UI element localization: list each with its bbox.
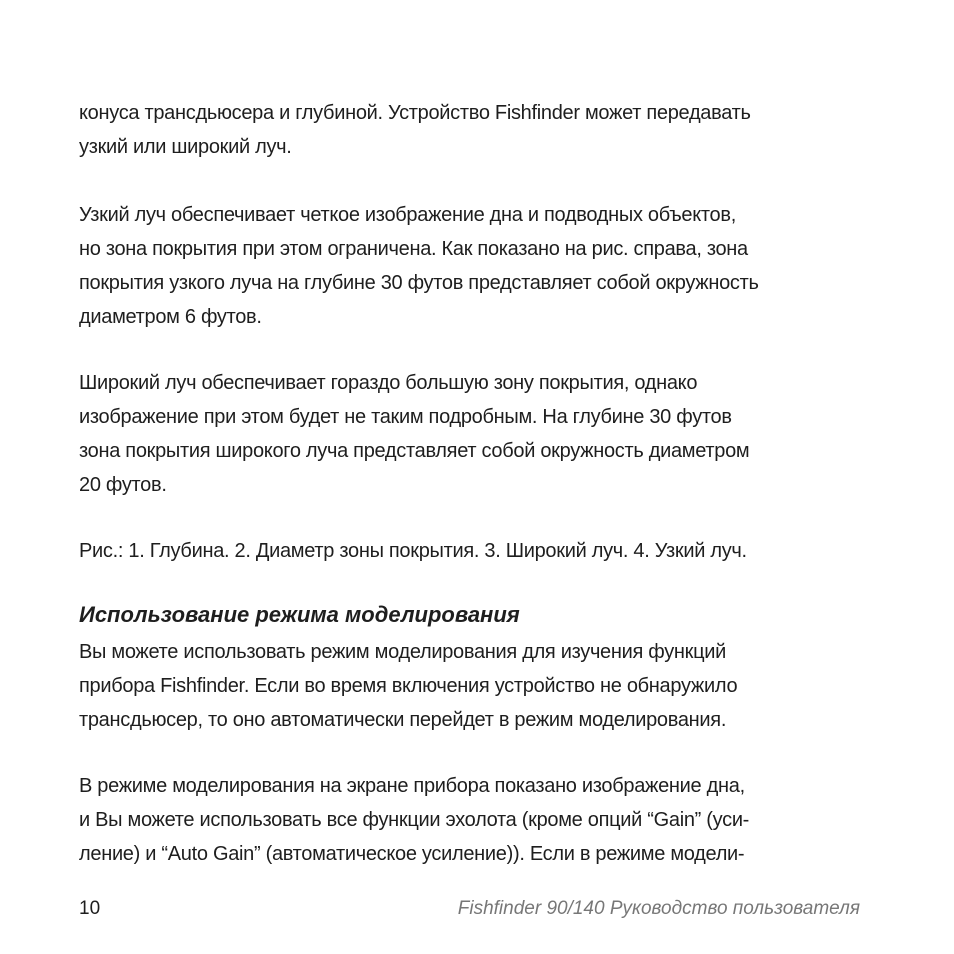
paragraph-3-line-4: 20 футов. [79,474,167,496]
footer-title: Fishfinder 90/140 Руководство пользователя [457,898,860,919]
section-paragraph-1-line-1: Вы можете использовать режим моделирования для изучения функций [79,641,727,663]
paragraph-1-line-1: конуса трансдьюсера и глубиной. Устройство Fishfinder может передавать [79,102,751,124]
section-heading: Использование режима моделирования [79,602,520,627]
section-paragraph-1-line-2: прибора Fishfinder. Если во время включения устройство не обнаружило [79,675,738,697]
page-number: 10 [79,898,101,919]
figure-caption: Рис.: 1. Глубина. 2. Диаметр зоны покрытия. 3. Широкий луч. 4. Узкий луч. [79,540,747,562]
section-paragraph-2-line-1: В режиме моделирования на экране прибора показано изображение дна, [79,775,745,797]
paragraph-2-line-3: покрытия узкого луча на глубине 30 футов представляет собой окружность [79,272,759,294]
section-paragraph-2-line-3: ление) и “Auto Gain” (автоматическое усиление)). Если в режиме модели- [79,843,745,865]
paragraph-3-line-1: Широкий луч обеспечивает гораздо большую зону покрытия, однако [79,372,698,394]
paragraph-3-line-2: изображение при этом будет не таким подробным. На глубине 30 футов [79,406,732,428]
paragraph-2-line-1: Узкий луч обеспечивает четкое изображение дна и подводных объектов, [79,204,736,226]
paragraph-2-line-4: диаметром 6 футов. [79,306,262,328]
paragraph-3-line-3: зона покрытия широкого луча представляет собой окружность диаметром [79,440,750,462]
section-paragraph-2-line-2: и Вы можете использовать все функции эхолота (кроме опций “Gain” (уси- [79,809,750,831]
paragraph-2-line-2: но зона покрытия при этом ограничена. Как показано на рис. справа, зона [79,238,748,260]
section-paragraph-1-line-3: трансдьюсер, то оно автоматически перейдет в режим моделирования. [79,709,727,731]
paragraph-1-line-2: узкий или широкий луч. [79,136,292,158]
